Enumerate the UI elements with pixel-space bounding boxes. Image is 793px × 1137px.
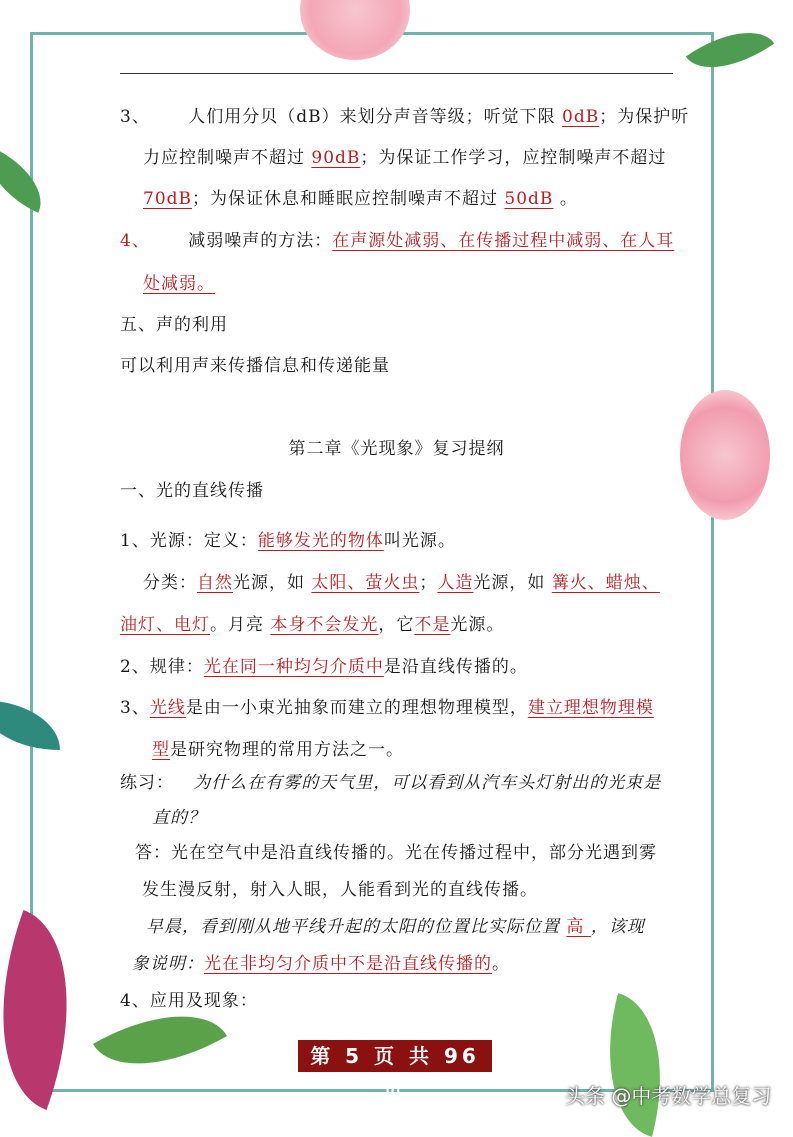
answer-blank: 篝火、蜡烛、 (551, 573, 660, 593)
text-segment: 可以利用声来传播信息和传递能量 (120, 356, 390, 376)
text-segment: 发生漫反射，射入人眼，人能看到光的直线传播。 (142, 880, 538, 900)
text-line (120, 480, 264, 502)
text-line (120, 314, 228, 336)
text-line (143, 188, 578, 210)
text-segment: 3、 (120, 107, 150, 127)
text-segment: 3、 (120, 698, 150, 718)
text-segment: 五、声的利用 (120, 315, 228, 335)
text-segment: 为什么在有雾的天气里，可以看到从汽车头灯射出的光束是 (193, 773, 662, 793)
text-segment: 直的？ (152, 808, 206, 828)
chapter-title (0, 438, 793, 460)
text-segment: 答：光在空气中是沿直线传播的。光在传播过程中，部分光遇到雾 (135, 843, 657, 863)
text-segment: 是研究物理的常用方法之一。 (170, 740, 404, 760)
answer-blank: 人造 (437, 573, 474, 593)
text-line (143, 273, 215, 295)
text-line (152, 739, 404, 761)
answer-blank: 不是 (414, 615, 451, 635)
answer-blank: 高 (566, 917, 591, 937)
answer-blank: 本身不会发光 (270, 615, 379, 635)
text-segment: 第二章《光现象》复习提纲 (288, 439, 505, 459)
text-line (132, 953, 510, 975)
text-line (120, 656, 528, 678)
text-line (120, 530, 456, 552)
text-segment: 叫光源。 (383, 531, 456, 551)
text-segment: 早晨，看到刚从地平线升起的太阳的位置比实际位置 (146, 917, 567, 937)
text-segment: 4、 (120, 231, 150, 251)
page-number-badge: 第 5 页 共 96 页 (298, 1040, 492, 1072)
answer-blank: 光线 (149, 698, 186, 718)
header-rule (120, 73, 673, 74)
text-line (120, 230, 674, 252)
answer-blank: 70dB (143, 189, 193, 209)
text-segment: 光源。 (450, 615, 505, 635)
text-segment: 光源，如 (233, 573, 312, 593)
text-line (143, 147, 666, 169)
text-segment: 分类： (143, 573, 197, 593)
answer-blank: 油灯、电灯 (120, 615, 210, 635)
text-line (146, 916, 645, 938)
text-line (143, 572, 660, 594)
text-line (142, 879, 538, 901)
answer-blank: 建立理想物理模 (527, 698, 654, 718)
text-line (152, 807, 206, 829)
answer-blank: 处减弱。 (143, 274, 215, 294)
text-segment: 1、光源：定义： (120, 531, 258, 551)
text-segment: ，它 (378, 615, 415, 635)
text-segment: 。 (553, 189, 578, 209)
text-segment: 。月亮 (210, 615, 271, 635)
watermark: 头条 @中考数学总复习 (565, 1084, 772, 1108)
text-segment: 2、规律： (120, 657, 204, 677)
text-segment: ；为保证工作学习，应控制噪声不超过 (360, 148, 667, 168)
answer-blank: 50dB (504, 189, 554, 209)
text-segment: 力应控制噪声不超过 (143, 148, 312, 168)
text-segment: ； (419, 573, 438, 593)
text-segment: 人们用分贝（dB）来划分声音等级；听觉下限 (149, 107, 563, 127)
answer-blank: 能够发光的物体 (257, 531, 384, 551)
text-segment: 。 (492, 954, 510, 974)
text-line (120, 990, 258, 1012)
text-segment: ，该现 (590, 917, 645, 937)
text-segment: ；为保护听 (599, 107, 690, 127)
answer-blank: 太阳、萤火虫 (311, 573, 420, 593)
text-segment: 是沿直线传播的。 (383, 657, 528, 677)
answer-blank: 0dB (562, 107, 600, 127)
answer-blank: 90dB (311, 148, 361, 168)
text-segment: 减弱噪声的方法： (149, 231, 333, 251)
text-line (135, 842, 657, 864)
answer-blank: 光在非均匀介质中不是沿直线传播的 (204, 954, 492, 974)
text-line (120, 355, 390, 377)
text-line (120, 772, 661, 794)
answer-blank: 光在同一种均匀介质中 (203, 657, 384, 677)
text-segment: 练习： (120, 773, 194, 793)
answer-blank: 自然 (197, 573, 233, 593)
answer-blank: 在声源处减弱、在传播过程中减弱、在人耳 (332, 231, 675, 251)
text-line (120, 106, 689, 128)
text-segment: ；为保证休息和睡眠应控制噪声不超过 (192, 189, 505, 209)
text-segment: 象说明： (132, 954, 204, 974)
answer-blank: 型 (152, 740, 170, 760)
text-line (120, 614, 504, 636)
text-segment: 是由一小束光抽象而建立的理想物理模型， (185, 698, 528, 718)
text-segment: 光源，如 (473, 573, 552, 593)
text-segment: 一、光的直线传播 (120, 481, 264, 501)
text-segment: 4、应用及现象： (120, 991, 258, 1011)
text-line (120, 697, 654, 719)
